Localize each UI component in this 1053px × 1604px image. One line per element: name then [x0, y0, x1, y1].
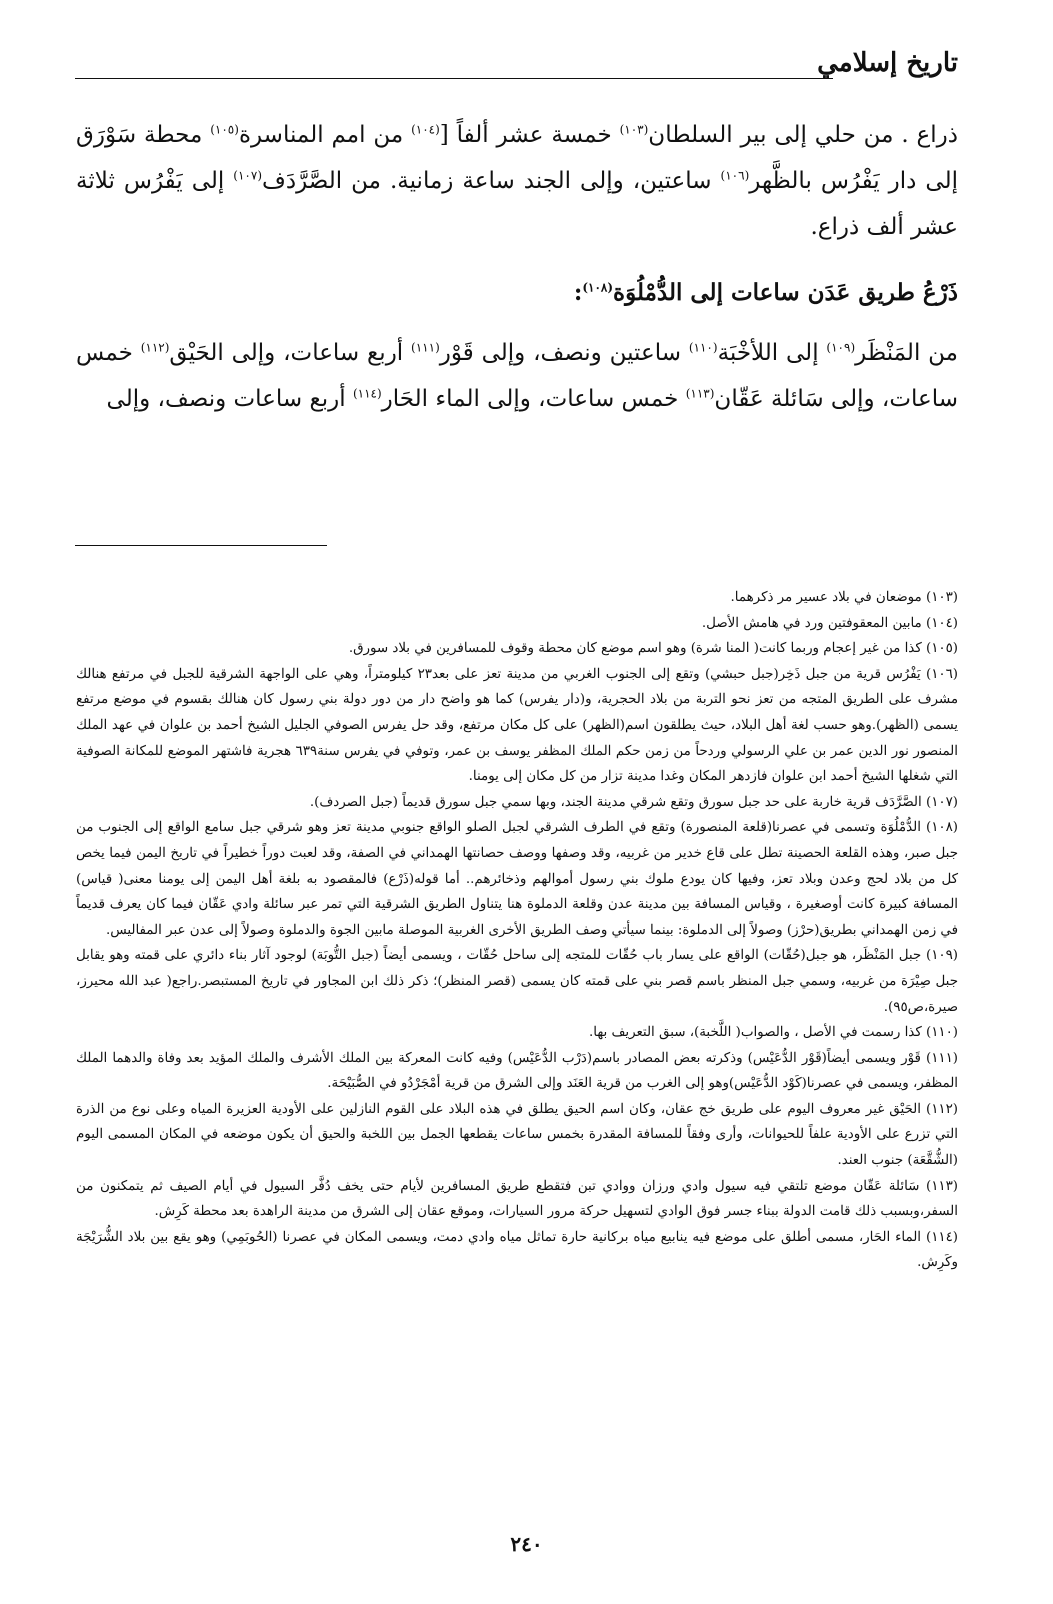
footnote-separator [75, 545, 327, 546]
text-run: محطة سَوْرَق إلى دار يَفْرُس بالظَّهر [76, 122, 958, 194]
footnote-106: (١٠٦) يَفْرُس قرية من جبل ذَخِر(جبل حبشي) وتقع إلى الجنوب الغربي من مدينة تعز على بعد٢٣ كيلومتراً، وهي على الواجهة الشرقية للجبل في مرتفع هنالك مشرف على الطريق المتجه من تعز نحو التربة من بلاد الحجرية، و(دار يفرس) كما هو واضح دار من دور دولة بني رسول كان هنالك بقسوم في موضع مرتفع يسمى (الظهر).وهو حسب لغة أهل البلاد، حيث يطلقون اسم(الظهر) على كل مكان مرتفع، وقد حل يفرس الصوفي الجليل الشيخ أحمد بن علوان في عهد الملك المنصور نور الدين عمر بن علي الرسولي وردحاً من زمن حكم الملك المظفر يوسف بن عمر، وتوفي في يفرس سنة٦٣٩ هجرية فاشتهر الموضع للمكانة الصوفية التي شغلها الشيخ أحمد ابن علوان فازدهر المكان وغدا مدينة تزار من كل مكان إلى يومنا. [76, 666, 959, 785]
footnote-ref-103[interactable]: (١٠٣) [619, 122, 649, 137]
footnote-111: (١١١) قَوْر ويسمى أيضاً(قَوْر الدُّعَيْس) وذكرته بعض المصادر باسم(دَرْب الدُّعَيْس) وفيه كانت المعركة بين الملك الأشرف والملك المؤيد بعد وفاة والدهما الملك المظفر، ويسمى في عصرنا(كَوْد الدُّعَيْس)وهو إلى الغرب من قرية العَنَد وإلى الشرق من قرية أمْجَرْدُو في الصُّبَيْحَة. [76, 1050, 958, 1092]
footnote-109: (١٠٩) جبل المَنْظَر، هو جبل(حُقّات) الواقع على يسار باب حُقّات للمتجه إلى ساحل حُقّات ، ويسمى أيضاً (جبل التُّوبَة) لوجود آثار بناء دائري على قمته وهو يقابل جبل صِيْرَة من غربيه، وسمي جبل المنظر باسم قصر بني على قمته كان يسمى (قصر المنظر)؛ ذكر ذلك ابن المجاور في تاريخ المستبصر.راجع( عبد الله محيرز، صيرة،ص٩٥). [76, 948, 958, 1015]
footnotes [76, 585, 958, 1276]
text-run: خمس ساعات، وإلى سَائلة عَقّان [76, 340, 958, 412]
text-run: ساعتين ونصف، وإلى قَوْر [439, 340, 689, 366]
main-text [76, 112, 958, 422]
footnote-114: (١١٤) الماء الحَار، مسمى أطلق على موضع فيه ينابيع مياه بركانية حارة تماثل مياه وادي دمت، ويسمى المكان في عصرنا (الحُوبَمِي) وهو يقع بين بلاد الشُّرَيْجَة وكَرِش. [76, 1229, 958, 1271]
footnote-ref-110[interactable]: (١١٠) [688, 340, 718, 355]
paragraph-1 [76, 112, 958, 250]
text-run: من المَنْظَر [855, 340, 958, 366]
footnote-ref-105[interactable]: (١٠٥) [210, 122, 239, 137]
section-heading [76, 270, 958, 316]
footnote-ref-111[interactable]: (١١١) [411, 340, 440, 355]
heading-colon: : [573, 279, 583, 306]
footnote-ref-107[interactable]: (١٠٧) [233, 168, 262, 183]
footnote-ref-112[interactable]: (١١٢) [140, 340, 170, 355]
text-run: ذراع . من حلي إلى بير السلطان [648, 122, 959, 148]
text-run: خمسة عشر ألفاً [ [439, 122, 620, 148]
footnote-108: (١٠٨) الدُّمْلُوَة وتسمى في عصرنا(قلعة المنصورة) وتقع في الطرف الشرقي لجبل الصلو الواقع جنوبي مدينة تعز وهو شرقي جبل سامع الواقع إلى الجنوب من جبل صبر، وهذه القلعة الحصينة تطل على قاع خدير من غربيه، وقد وصفها ووصف حصانتها الهمداني في الصفة، وقد لعبت دوراً خطيراً في تاريخ اليمن فيما يخص كل من بلاد لحج وعدن وبلاد تعز، وفيها كان يودع ملوك بني رسول أموالهم وذخائرهم.. أما قوله(ذَرْع) فالمقصود به بلغة أهل اليمن إلى يومنا معنى( قياس) المسافة كبيرة كانت أوصغيرة ، وقياس المسافة بين مدينة عدن وقلعة الدملوة هنا يتناول الطريق الشرقية التي تمر عبر سائلة وادي عَقّان فيما كان يعرف قديماً في زمن الهمداني بطريق(حرْز) وصولاً إلى الدملوة: بينما سيأتي وصف الطريق الأخرى الغربية الموصلة مابين الجوة والدملوة وصولاً إلى عدن عبر المفاليس. [76, 820, 958, 938]
footnote-105: (١٠٥) كذا من غير إعجام وربما كانت( المنا شرة) وهو اسم موضع كان محطة وقوف للمسافرين في بلاد سورق. [348, 641, 958, 657]
text-run: أربع ساعات، وإلى الحَيْق [169, 340, 412, 366]
text-run: أربع ساعات ونصف، وإلى [106, 386, 353, 412]
page-number: ٢٤٠ [510, 1532, 543, 1556]
footnote-ref-109[interactable]: (١٠٩) [826, 340, 856, 355]
footnote-110: (١١٠) كذا رسمت في الأصل ، والصواب( اللَّخبة)، سبق التعريف بها. [589, 1025, 958, 1041]
footnote-113: (١١٣) سَائلة عَقّان موضع تلتقي فيه سيول وادي ورزان ووادي تبن فتقطع طريق المسافرين لأيام حتى يخف دُفَّر السيول في أيام الصيف ثم يتمكنون من السفر،وبسبب ذلك قامت الدولة ببناء جسر فوق الوادي لتسهيل حركة مرور السيارات، وموقع عقان إلى الشرق من مدينة الراهدة بعد محطة كَرِش. [76, 1178, 958, 1220]
text-run: إلى يَفْرُس ثلاثة عشر ألف ذراع. [76, 168, 958, 240]
text-run: إلى اللأخْبَة [717, 340, 827, 366]
footnote-ref-104[interactable]: (١٠٤) [411, 122, 440, 137]
text-run: من امم المناسرة [238, 122, 404, 148]
text-run: خمس ساعات، وإلى الماء الحَار [381, 386, 686, 412]
text-run: ساعتين، وإلى الجند ساعة زمانية. من الصَّرَّدَف [262, 168, 721, 194]
header-rule [75, 78, 833, 79]
footnote-103: (١٠٣) موضعان في بلاد عسير مر ذكرهما. [730, 590, 958, 605]
running-header-title: تاريخ إسلامي [817, 48, 958, 78]
footnote-104: (١٠٤) مابين المعقوفتين ورد في هامش الأصل. [701, 615, 958, 631]
footnote-ref-108[interactable]: (١٠٨) [582, 280, 614, 295]
paragraph-2 [76, 330, 958, 422]
heading-text: ذَرْعُ طريق عَدَن ساعات إلى الدُّمْلُوَة [613, 279, 958, 306]
footnote-112: (١١٢) الحَيْق غير معروف اليوم على طريق خج عقان، وكان اسم الحيق يطلق في هذه البلاد على القوم النازلين على الأودية العزيرة المياه وعلى نوع من الذرة التي تزرع على الأودية علفاً للحيوانات، وأرى وفقاً للمسافة المقدرة بخمس ساعات يقطعها الجمل بين اللخبة والحيق أن يكون موضعه في المكان المسمى اليوم (الشُّقَّعَة) جنوب العند. [76, 1101, 958, 1169]
footnote-107: (١٠٧) الصَّرَّدَف قرية خاربة على حد جبل سورق وتقع شرقي مدينة الجند، وبها سمي جبل سورق قديماً (جبل الصردف). [309, 794, 958, 810]
footnote-ref-106[interactable]: (١٠٦) [720, 168, 750, 183]
footnote-ref-114[interactable]: (١١٤) [352, 386, 382, 401]
footnote-ref-113[interactable]: (١١٣) [685, 386, 715, 401]
